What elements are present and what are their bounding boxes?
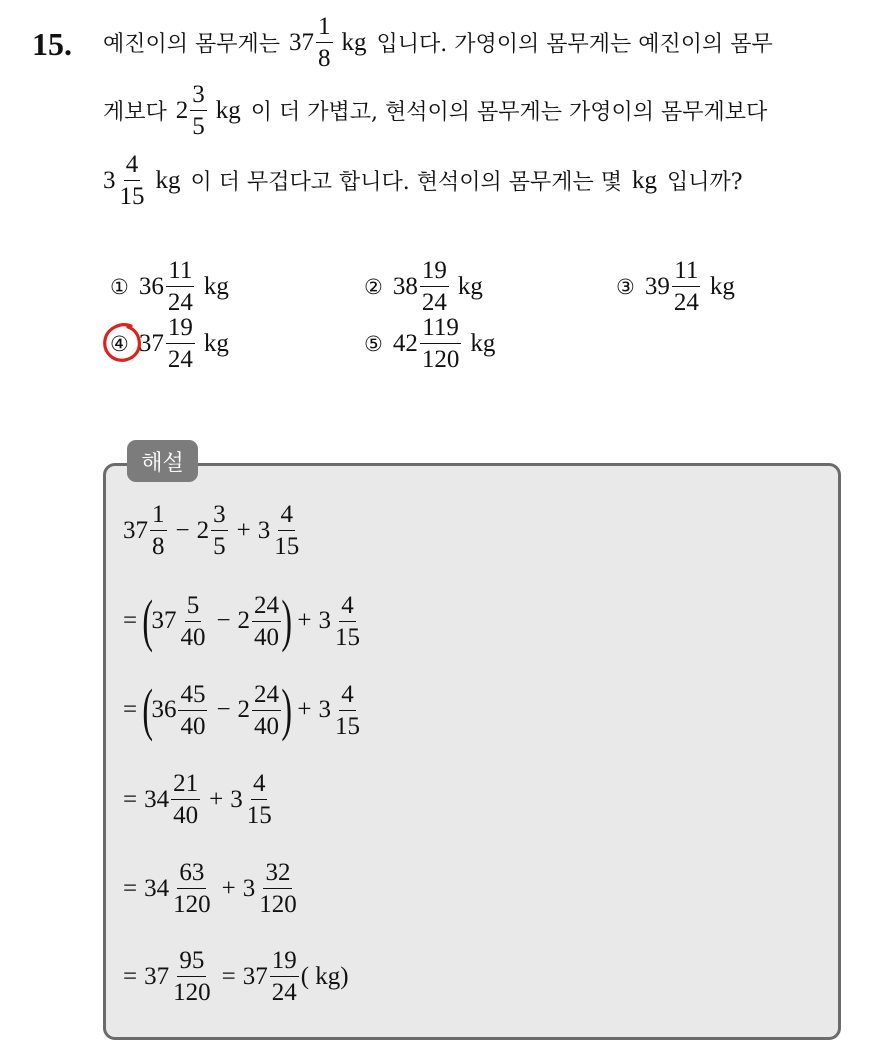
fraction: $\frac{24}{40}$ <box>254 680 280 740</box>
unit: kg <box>215 96 241 124</box>
option-5[interactable] <box>364 315 495 372</box>
unit: kg <box>341 28 367 56</box>
solution-line-4: = 34 $\frac{21}{40}$ + 3 $\frac{4}{15}$ <box>123 770 272 829</box>
option-symbol: ③ <box>616 274 635 299</box>
solution-line-2: = ( 37 $\frac{5}{40}$ − 2 $\frac{24}{40}$ ) + 3 $\frac{4}{15}$ <box>123 588 360 653</box>
fraction: $\frac{45}{40}$ <box>180 680 206 740</box>
question-text: 이 더 무겁다고 합니다. 현석이의 몸무게는 몇 <box>190 170 622 195</box>
unit: kg <box>457 272 483 300</box>
option-symbol: ② <box>364 274 383 299</box>
question-text: 게보다 <box>103 100 167 125</box>
solution-label: 해설 <box>127 440 198 482</box>
fraction: $\frac{4}{15}$ <box>246 770 272 829</box>
fraction: $\frac{1}{8}$ <box>152 501 165 560</box>
question-text: 입니다. 가영이의 몸무게는 예진이의 몸무 <box>376 32 773 57</box>
whole-number: 2 <box>175 96 189 124</box>
unit: kg <box>632 166 657 194</box>
unit: kg <box>203 272 229 300</box>
fraction: $\frac{1}{8}$ <box>318 13 331 72</box>
fraction: $\frac{24}{40}$ <box>254 591 280 651</box>
question-text: 입니까? <box>667 170 743 195</box>
fraction: $\frac{11}{24}$ <box>673 257 699 316</box>
whole-number: 36 <box>138 272 164 300</box>
unit: kg <box>203 329 229 357</box>
answer-circle-mark <box>101 320 145 364</box>
question-line-3 <box>103 152 743 209</box>
whole-number: 39 <box>644 272 670 300</box>
fraction: $\frac{19}{24}$ <box>271 947 297 1006</box>
whole-number: 3 <box>103 166 116 194</box>
fraction: $\frac{21}{40}$ <box>173 770 199 829</box>
fraction: $\frac{11}{24}$ <box>167 257 193 316</box>
fraction: $\frac{4}{15}$ <box>119 151 145 210</box>
fraction: $\frac{119}{120}$ <box>421 314 460 373</box>
solution-line-1: 37 $\frac{1}{8}$ − 2 $\frac{3}{5}$ + 3 $\frac{4}{15}$ <box>123 501 300 560</box>
option-3[interactable] <box>616 258 735 315</box>
fraction: $\frac{5}{40}$ <box>180 591 206 651</box>
solution-line-3: = ( 36 $\frac{45}{40}$ − 2 $\frac{24}{40}$ ) + 3 $\frac{4}{15}$ <box>123 677 360 742</box>
question-text: 예진이의 몸무게는 <box>103 32 281 57</box>
solution-line-5: = 34 $\frac{63}{120}$ + 3 $\frac{32}{120}$ <box>123 859 297 918</box>
question-text: 이 더 가볍고, 현석이의 몸무게는 가영이의 몸무게보다 <box>250 100 768 125</box>
unit: kg <box>155 166 181 194</box>
fraction: $\frac{63}{120}$ <box>173 859 211 918</box>
fraction: $\frac{32}{120}$ <box>259 859 297 918</box>
unit: kg <box>470 329 496 357</box>
unit: ( kg) <box>300 962 349 990</box>
option-symbol: ⑤ <box>364 331 383 356</box>
fraction: $\frac{3}{5}$ <box>213 501 226 560</box>
option-symbol: ④ <box>110 331 129 356</box>
option-2[interactable] <box>364 258 483 315</box>
fraction: $\frac{4}{15}$ <box>334 680 360 740</box>
option-symbol: ① <box>110 274 129 299</box>
whole-number: 42 <box>392 329 418 357</box>
solution-line-6: = 37 $\frac{95}{120}$ = 37 $\frac{19}{24}$ ( kg) <box>123 947 349 1006</box>
whole-number: 37 <box>138 329 164 357</box>
fraction: $\frac{19}{24}$ <box>167 314 193 373</box>
question-line-2 <box>103 82 767 139</box>
fraction: $\frac{19}{24}$ <box>421 257 447 316</box>
whole-number: 37 <box>289 28 315 56</box>
question-line-1 <box>103 14 773 71</box>
fraction: $\frac{95}{120}$ <box>173 947 211 1006</box>
fraction: $\frac{4}{15}$ <box>334 591 360 651</box>
whole-number: 38 <box>392 272 418 300</box>
question-number: 15. <box>32 26 72 62</box>
option-1[interactable] <box>110 258 229 315</box>
fraction: $\frac{3}{5}$ <box>192 81 205 140</box>
unit: kg <box>709 272 735 300</box>
fraction: $\frac{4}{15}$ <box>274 501 300 560</box>
